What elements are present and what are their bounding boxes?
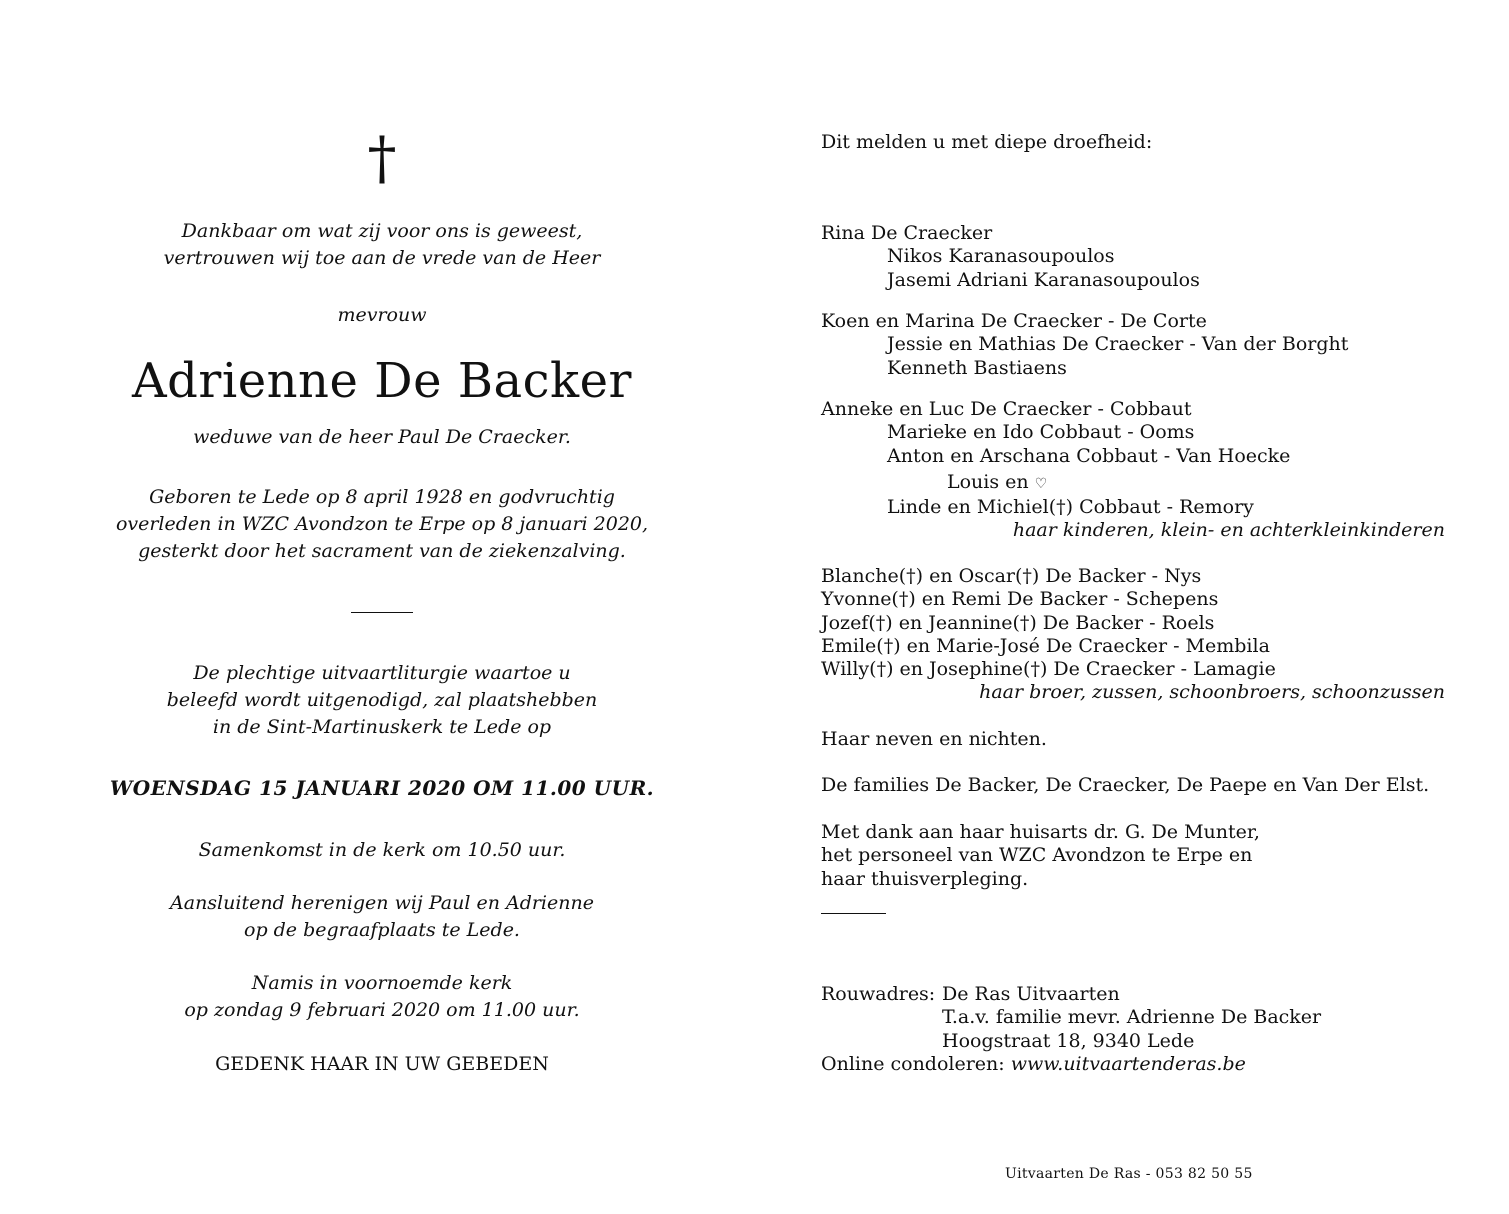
opening-line: Dit melden u met diepe droefheid: — [821, 131, 1153, 153]
family-member: Linde en Michiel(†) Cobbaut - Remory — [887, 496, 1254, 519]
siblings-caption: haar broer, zussen, schoonbroers, schoonzussen — [979, 681, 1445, 703]
mass-text — [80, 970, 684, 1024]
deceased-name: Adrienne De Backer — [132, 353, 632, 409]
online-url-link[interactable]: www.uitvaartenderas.be — [1010, 1052, 1246, 1075]
liturgy-line: in de Sint-Martinuskerk te Lede op — [212, 716, 552, 738]
family-member: Jasemi Adriani Karanasoupoulos — [887, 268, 1200, 291]
family-head: Koen en Marina De Craecker - De Corte — [821, 310, 1207, 332]
thanks-line: haar thuisverpleging. — [821, 867, 1029, 890]
family-member: Kenneth Bastiaens — [887, 356, 1067, 379]
address-line: Hoogstraat 18, 9340 Lede — [942, 1029, 1195, 1052]
heart-icon: ♡ — [1034, 475, 1048, 492]
closing-line: GEDENK HAAR IN UW GEBEDEN — [215, 1053, 549, 1075]
birth-line: overleden in WZC Avondzon te Erpe op 8 januari 2020, — [115, 513, 649, 535]
address-line: T.a.v. familie mevr. Adrienne De Backer — [942, 1006, 1322, 1029]
family-member: Jessie en Mathias De Craecker - Van der Borght — [887, 333, 1349, 356]
sibling-line: Willy(†) en Josephine(†) De Craecker - Lamagie — [821, 658, 1276, 681]
sibling-line: Blanche(†) en Oscar(†) De Backer - Nys — [821, 565, 1202, 587]
cross-icon: † — [367, 124, 397, 192]
sibling-line: Emile(†) en Marie-José De Craecker - Membila — [821, 634, 1270, 657]
grandchild-line — [821, 471, 1461, 496]
widow-line: weduwe van de heer Paul De Craecker. — [193, 426, 571, 448]
intro-text — [80, 218, 684, 272]
family-head: Anneke en Luc De Craecker - Cobbaut — [821, 398, 1192, 420]
mass-line: op zondag 9 februari 2020 om 11.00 uur. — [184, 999, 580, 1021]
divider — [821, 913, 886, 914]
family-head: Rina De Craecker — [821, 222, 993, 244]
grandchild-name: Louis en — [947, 470, 1029, 493]
online-line — [821, 1053, 1461, 1076]
reunion-line: op de begraafplaats te Lede. — [244, 919, 520, 941]
intro-line: Dankbaar om wat zij voor ons is geweest, — [181, 220, 583, 242]
birth-line: gesterkt door het sacrament van de ziekenzalving. — [138, 540, 626, 562]
nephews-line: Haar neven en nichten. — [821, 728, 1047, 750]
family-member: Anton en Arschana Cobbaut - Van Hoecke — [887, 444, 1291, 467]
family-member: Nikos Karanasoupoulos — [887, 245, 1115, 268]
family-block-2 — [821, 310, 1461, 380]
birth-line: Geboren te Lede op 8 april 1928 en godvruchtig — [149, 486, 615, 508]
liturgy-line: beleefd wordt uitgenodigd, zal plaatshebben — [166, 689, 598, 711]
family-block-3 — [821, 398, 1461, 519]
birth-death-text — [80, 484, 684, 565]
families-line: De families De Backer, De Craecker, De Paepe en Van Der Elst. — [821, 774, 1430, 796]
reunion-text — [80, 890, 684, 944]
gathering-line: Samenkomst in de kerk om 10.50 uur. — [198, 839, 566, 861]
siblings-block — [821, 565, 1461, 681]
sibling-line: Yvonne(†) en Remi De Backer - Schepens — [821, 588, 1219, 611]
address-line: De Ras Uitvaarten — [942, 983, 1120, 1005]
address-label: Rouwadres: — [821, 983, 936, 1005]
intro-line: vertrouwen wij toe aan de vrede van de Heer — [163, 247, 601, 269]
divider — [351, 612, 413, 613]
family-block-1 — [821, 222, 1461, 292]
online-label: Online condoleren: — [821, 1052, 1005, 1075]
address-first-line — [821, 983, 1461, 1006]
family-member: Marieke en Ido Cobbaut - Ooms — [887, 421, 1195, 444]
reunion-line: Aansluitend herenigen wij Paul en Adrienne — [170, 892, 594, 914]
footer-text: Uitvaarten De Ras - 053 82 50 55 — [1005, 1166, 1253, 1182]
mass-line: Namis in voornoemde kerk — [251, 972, 513, 994]
sibling-line: Jozef(†) en Jeannine(†) De Backer - Roels — [821, 611, 1215, 634]
address-block — [821, 983, 1461, 1076]
thanks-line: het personeel van WZC Avondzon te Erpe en — [821, 844, 1253, 867]
children-caption: haar kinderen, klein- en achterkleinkinderen — [1012, 519, 1445, 541]
thanks-block — [821, 821, 1461, 891]
honorific: mevrouw — [337, 304, 427, 326]
funeral-date: WOENSDAG 15 JANUARI 2020 OM 11.00 UUR. — [109, 776, 655, 800]
liturgy-text — [80, 660, 684, 741]
thanks-line: Met dank aan haar huisarts dr. G. De Munter, — [821, 821, 1260, 843]
liturgy-line: De plechtige uitvaartliturgie waartoe u — [193, 662, 571, 684]
